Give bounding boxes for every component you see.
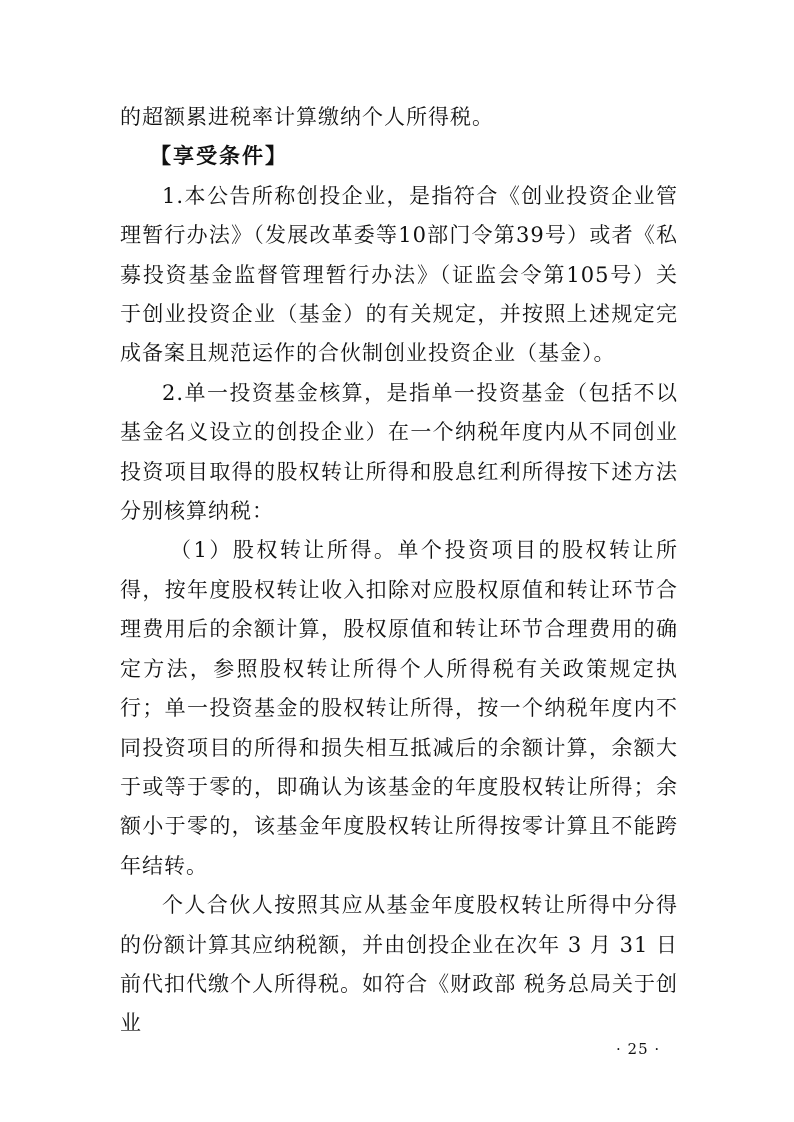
page-number: · 25 · [616,1040,661,1058]
paragraph-condition-2: 2.单一投资基金核算，是指单一投资基金（包括不以基金名义设立的创投企业）在一个纳税年度内从不同创业投资项目取得的股权转让所得和股息红利所得按下述方法分别核算纳税： [120,380,678,524]
section-heading-conditions: 【享受条件】 [150,144,288,169]
paragraph-individual-partner: 个人合伙人按照其应从基金年度股权转让所得中分得的份额计算其应纳税额，并由创投企业在次年 3 月 31 日前代扣代缴个人所得税。如符合《财政部 税务总局关于创业 [120,893,678,1036]
paragraph-continuation: 的超额累进税率计算缴纳个人所得税。 [120,105,494,129]
document-body [120,98,678,1044]
paragraph-equity-transfer-income: （1）股权转让所得。单个投资项目的股权转让所得，按年度股权转让收入扣除对应股权原值和转让环节合理费用后的余额计算，股权原值和转让环节合理费用的确定方法，参照股权转让所得个人所得税有关政策规定执行；单一投资基金的股权转让所得，按一个纳税年度内不同投资项目的所得和损失相互抵减后的余额计算，余额大于或等于零的，即确认为该基金的年度股权转让所得；余额小于零的，该基金年度股权转让所得按零计算且不能跨年结转。 [120,538,678,878]
paragraph-condition-1: 1.本公告所称创投企业，是指符合《创业投资企业管理暂行办法》（发展改革委等10部门令第39号）或者《私募投资基金监督管理暂行办法》（证监会令第105号）关于创业投资企业（基金）的有关规定，并按照上述规定完成备案且规范运作的合伙制创业投资企业（基金）。 [120,183,678,366]
